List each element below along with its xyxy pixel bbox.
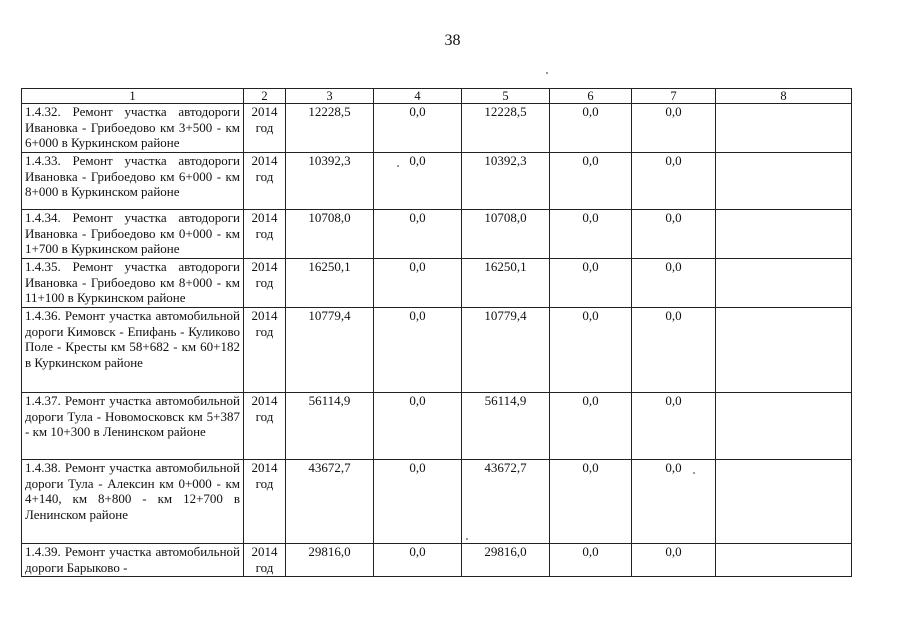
row-col6: 0,0: [550, 460, 632, 544]
row-col7: 0,0: [632, 104, 716, 153]
row-col6: 0,0: [550, 393, 632, 460]
row-year: 2014 год: [244, 460, 286, 544]
row-col8: [716, 544, 852, 577]
row-col4: 0,0: [374, 308, 462, 393]
header-cell-6: 6: [550, 89, 632, 104]
row-col3: 10779,4: [286, 308, 374, 393]
table-row: [22, 259, 852, 308]
header-cell-3: 3: [286, 89, 374, 104]
row-col5: 16250,1: [462, 259, 550, 308]
row-col5: 10779,4: [462, 308, 550, 393]
row-col4: 0,0: [374, 259, 462, 308]
row-col7: 0,0: [632, 460, 716, 544]
row-col8: [716, 460, 852, 544]
row-col4: 0,0: [374, 544, 462, 577]
row-col5: 12228,5: [462, 104, 550, 153]
row-name: 1.4.33. Ремонт участка автодороги Ивановка - Грибоедово км 6+000 - км 8+000 в Куркинском районе: [22, 153, 244, 210]
table-row: [22, 210, 852, 259]
row-col3: 29816,0: [286, 544, 374, 577]
row-year: 2014 год: [244, 104, 286, 153]
row-year: 2014 год: [244, 393, 286, 460]
row-col4: 0,0: [374, 210, 462, 259]
row-col8: [716, 210, 852, 259]
table-row: [22, 544, 852, 577]
row-year: 2014 год: [244, 308, 286, 393]
table-row: [22, 308, 852, 393]
row-col7: 0,0: [632, 544, 716, 577]
row-year: 2014 год: [244, 259, 286, 308]
row-col4: 0,0: [374, 153, 462, 210]
table-row: [22, 460, 852, 544]
row-col8: [716, 308, 852, 393]
row-year: 2014 год: [244, 153, 286, 210]
row-col3: 10392,3: [286, 153, 374, 210]
row-col8: [716, 153, 852, 210]
row-col7: 0,0: [632, 308, 716, 393]
row-col6: 0,0: [550, 210, 632, 259]
program-table: [21, 88, 852, 577]
header-row: [22, 89, 852, 104]
row-col4: 0,0: [374, 393, 462, 460]
row-year: 2014 год: [244, 544, 286, 577]
table-row: [22, 393, 852, 460]
row-name: 1.4.35. Ремонт участка автодороги Ивановка - Грибоедово км 8+000 - км 11+100 в Куркинском районе: [22, 259, 244, 308]
row-col5: 56114,9: [462, 393, 550, 460]
header-cell-4: 4: [374, 89, 462, 104]
header-cell-2: 2: [244, 89, 286, 104]
row-col7: 0,0: [632, 393, 716, 460]
header-cell-1: 1: [22, 89, 244, 104]
row-col5: 43672,7: [462, 460, 550, 544]
row-col7: 0,0: [632, 259, 716, 308]
row-col7: 0,0: [632, 153, 716, 210]
header-cell-5: 5: [462, 89, 550, 104]
row-col6: 0,0: [550, 544, 632, 577]
row-col3: 16250,1: [286, 259, 374, 308]
row-col3: 43672,7: [286, 460, 374, 544]
row-col4: 0,0: [374, 460, 462, 544]
scan-speck: [546, 72, 548, 74]
row-col8: [716, 104, 852, 153]
table-row: [22, 153, 852, 210]
row-col4: 0,0: [374, 104, 462, 153]
header-cell-8: 8: [716, 89, 852, 104]
row-col6: 0,0: [550, 153, 632, 210]
row-name: 1.4.39. Ремонт участка автомобильной дороги Барыково -: [22, 544, 244, 577]
row-col5: 29816,0: [462, 544, 550, 577]
row-name: 1.4.36. Ремонт участка автомобильной дороги Кимовск - Епифань - Куликово Поле - Кресты км 58+682 - км 60+182 в Куркинском районе: [22, 308, 244, 393]
row-col8: [716, 259, 852, 308]
page-number: 38: [444, 32, 461, 49]
row-col6: 0,0: [550, 308, 632, 393]
row-name: 1.4.34. Ремонт участка автодороги Ивановка - Грибоедово км 0+000 - км 1+700 в Куркинском районе: [22, 210, 244, 259]
row-year: 2014 год: [244, 210, 286, 259]
row-col5: 10392,3: [462, 153, 550, 210]
row-col3: 12228,5: [286, 104, 374, 153]
header-cell-7: 7: [632, 89, 716, 104]
row-name: 1.4.37. Ремонт участка автомобильной дороги Тула - Новомосковск км 5+387 - км 10+300 в Ленинском районе: [22, 393, 244, 460]
row-name: 1.4.38. Ремонт участка автомобильной дороги Тула - Алексин км 0+000 - км 4+140, км 8+800 - км 12+700 в Ленинском районе: [22, 460, 244, 544]
row-col8: [716, 393, 852, 460]
row-col7: 0,0: [632, 210, 716, 259]
row-name: 1.4.32. Ремонт участка автодороги Ивановка - Грибоедово км 3+500 - км 6+000 в Куркинском районе: [22, 104, 244, 153]
row-col6: 0,0: [550, 104, 632, 153]
row-col6: 0,0: [550, 259, 632, 308]
row-col5: 10708,0: [462, 210, 550, 259]
table-row: [22, 104, 852, 153]
row-col3: 10708,0: [286, 210, 374, 259]
row-col3: 56114,9: [286, 393, 374, 460]
